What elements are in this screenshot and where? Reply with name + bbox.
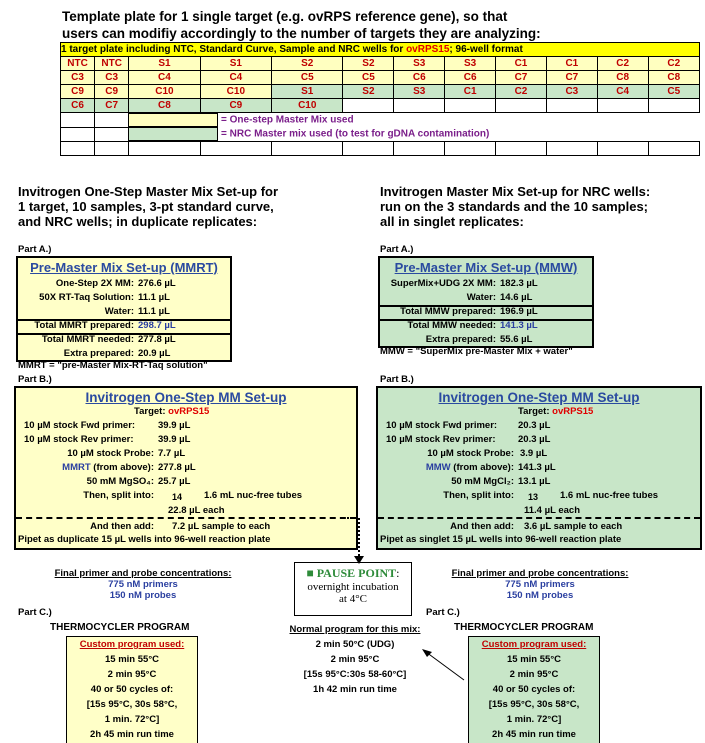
left-mm-dashed-divider (16, 517, 356, 519)
left-total-prepared-label: Total MMRT prepared: (34, 320, 134, 331)
plate-well: S1 (200, 57, 271, 71)
left-mm-box (14, 386, 358, 550)
normal-program (280, 622, 430, 697)
header-line-2: users can modifiy accordingly to the number of targets they are analyzing: (62, 26, 541, 41)
right-premix-label-1: SuperMix+UDG 2X MM: (390, 278, 496, 289)
right-mm-dashed-divider (378, 517, 700, 519)
plate-well: C7 (546, 71, 597, 85)
left-final-probes: 150 nM probes (109, 590, 177, 601)
left-fwd-label: 10 µM stock Fwd primer: (24, 420, 136, 431)
plate-well: S1 (272, 85, 343, 99)
right-total-needed-label: Total MMW needed: (407, 320, 496, 331)
right-each-value: 11.4 µL each (524, 505, 581, 516)
right-split-label: Then, split into: (443, 490, 514, 501)
plate-well: C8 (597, 71, 648, 85)
right-premix-value-1: 182.3 µL (500, 278, 538, 289)
plate-well: NTC (95, 57, 129, 71)
right-thermocycler-title: THERMOCYCLER PROGRAM (454, 622, 594, 633)
plate-well: C8 (648, 71, 699, 85)
left-premix-value-1: 276.6 µL (138, 278, 176, 289)
plate-title-suffix: ; 96-well format (449, 44, 523, 55)
plate-well: C5 (648, 85, 699, 99)
normal-program-title: Normal program for this mix: (289, 624, 421, 635)
plate-well: C4 (597, 85, 648, 99)
right-probe-label: 10 µM stock Probe: (427, 448, 514, 459)
plate-well (597, 99, 648, 113)
left-extra-label: Extra prepared: (63, 348, 134, 359)
right-mg-label: 50 mM MgCl₂: (451, 476, 514, 487)
right-heading-line-1: Invitrogen Master Mix Set-up for NRC wells: (380, 184, 651, 199)
normal-program-line-2: 2 min 95°C (330, 654, 380, 665)
plate-row (61, 85, 700, 99)
left-thermocycler-title: THERMOCYCLER PROGRAM (50, 622, 190, 633)
right-program-box (468, 636, 600, 743)
plate-well: C5 (343, 71, 394, 85)
left-rev-value: 39.9 µL (158, 434, 191, 445)
left-program-line-4: [15s 95°C, 30s 58°C, (86, 699, 178, 710)
plate-well: S1 (129, 57, 200, 71)
right-mm-title: Invitrogen One-Step MM Set-up (438, 390, 640, 405)
right-heading-line-3: all in singlet replicates: (380, 214, 524, 229)
right-probe-value: 3.9 µL (520, 448, 548, 459)
right-program-line-1: 15 min 55°C (507, 654, 561, 665)
left-split-label: Then, split into: (83, 490, 154, 501)
left-final-title: Final primer and probe concentrations: (54, 568, 232, 579)
plate-well: C1 (546, 57, 597, 71)
left-part-b-label: Part B.) (18, 374, 52, 385)
left-heading-line-1: Invitrogen One-Step Master Mix Set-up for (18, 184, 279, 199)
pause-square-icon: ■ (306, 566, 314, 580)
left-mix-label-blue: MMRT (62, 462, 91, 473)
plate-title-prefix: 1 target plate including NTC, Standard Curve, Sample and NRC wells for (61, 44, 407, 55)
right-program-line-6: 2h 45 min run time (492, 729, 576, 740)
right-premix-box (378, 256, 594, 348)
left-part-c-label: Part C.) (18, 607, 52, 618)
right-premix-value-2: 14.6 µL (500, 292, 533, 303)
plate-title-gene: ovRPS15 (406, 44, 450, 55)
right-final-title: Final primer and probe concentrations: (451, 568, 629, 579)
left-program-line-5: 1 min. 72°C] (104, 714, 160, 725)
normal-program-line-1: 2 min 50°C (UDG) (315, 639, 395, 650)
left-split-number: 14 (172, 492, 183, 502)
plate-well: S2 (343, 57, 394, 71)
left-total-needed-value: 277.8 µL (138, 334, 176, 345)
right-extra-value: 55.6 µL (500, 334, 533, 345)
left-premix-label-2: 50X RT-Taq Solution: (39, 292, 134, 303)
plate-well (343, 99, 394, 113)
plate-well (496, 99, 547, 113)
left-add-label: And then add: (90, 521, 154, 532)
left-program-line-2: 2 min 95°C (107, 669, 157, 680)
right-mm-box (376, 386, 702, 550)
pause-text-1: overnight incubation (307, 581, 399, 593)
plate-well: C1 (496, 57, 547, 71)
pause-point-box (294, 562, 412, 616)
plate-well: C9 (95, 85, 129, 99)
plate-well: C8 (129, 99, 200, 113)
plate-title (61, 43, 700, 57)
plate-well: S2 (343, 85, 394, 99)
left-premix-value-2: 11.1 µL (138, 292, 170, 303)
pause-text-2: at 4°C (339, 593, 367, 605)
left-part-a-label: Part A.) (18, 244, 52, 255)
legend-yellow-swatch (128, 113, 218, 127)
left-extra-value: 20.9 µL (138, 348, 171, 359)
right-program-line-2: 2 min 95°C (509, 669, 559, 680)
left-target-label: Target: (134, 406, 166, 417)
right-program-line-4: [15s 95°C, 30s 58°C, (488, 699, 580, 710)
plate-well: NTC (61, 57, 95, 71)
left-pipet-instruction: Pipet as duplicate 15 µL wells into 96-well reaction plate (18, 534, 271, 545)
right-final-conc (435, 568, 645, 601)
right-fwd-label: 10 µM stock Fwd primer: (386, 420, 498, 431)
plate-well: C4 (129, 71, 200, 85)
left-probe-label: 10 µM stock Probe: (67, 448, 154, 459)
plate-well (648, 99, 699, 113)
left-mix-value: 277.8 µL (158, 462, 196, 473)
plate-well: C9 (61, 85, 95, 99)
left-mix-label-rest: (from above): (90, 462, 154, 473)
legend-green-row (129, 127, 700, 142)
right-mix-label-rest: (from above): (450, 462, 514, 473)
left-heading (18, 184, 278, 229)
plate-well: C3 (95, 71, 129, 85)
right-pipet-instruction: Pipet as singlet 15 µL wells into 96-well reaction plate (380, 534, 622, 545)
right-extra-label: Extra prepared: (425, 334, 496, 345)
left-premix-value-3: 11.1 µL (138, 306, 170, 317)
left-premix-title: Pre-Master Mix Set-up (MMRT) (30, 260, 218, 275)
left-target-value: ovRPS15 (168, 406, 210, 417)
plate-layout-table (60, 42, 700, 156)
left-final-primers: 775 nM primers (108, 579, 178, 590)
legend-yellow-label: = One-step Master Mix used (221, 114, 354, 126)
right-heading-line-2: run on the 3 standards and the 10 samples; (380, 199, 649, 214)
plate-well: S3 (394, 85, 445, 99)
plate-well: C6 (61, 99, 95, 113)
legend-yellow-row (129, 113, 700, 128)
right-premix-title: Pre-Master Mix Set-up (MMW) (394, 260, 578, 275)
left-probe-value: 7.7 µL (158, 448, 186, 459)
right-part-c-label: Part C.) (426, 607, 460, 618)
left-mm-title: Invitrogen One-Step MM Set-up (85, 390, 287, 405)
left-premix-label-3: Water: (104, 306, 134, 317)
plate-row (61, 99, 700, 113)
plate-row (61, 57, 700, 71)
plate-well: C10 (200, 85, 271, 99)
plate-well: C4 (200, 71, 271, 85)
plate-well: C3 (61, 71, 95, 85)
plate-well: S3 (394, 57, 445, 71)
plate-well: C7 (95, 99, 129, 113)
right-part-b-label: Part B.) (380, 374, 414, 385)
pause-colon: : (396, 566, 400, 580)
plate-well: C6 (445, 71, 496, 85)
left-each-value: 22.8 µL each (168, 505, 225, 516)
normal-program-line-4: 1h 42 min run time (313, 684, 397, 695)
left-program-title: Custom program used: (79, 639, 185, 650)
right-rev-label: 10 µM stock Rev primer: (386, 434, 496, 445)
left-mg-value: 25.7 µL (158, 476, 191, 487)
right-fwd-value: 20.3 µL (518, 420, 551, 431)
left-mmrt-note: MMRT = "pre-Master Mix-RT-Taq solution" (18, 360, 208, 371)
right-rev-value: 20.3 µL (518, 434, 551, 445)
left-heading-line-3: and NRC wells; in duplicate replicates: (18, 214, 258, 229)
pause-title: PAUSE POINT (316, 566, 397, 580)
right-total-prepared-value: 196.9 µL (500, 306, 538, 317)
right-add-label: And then add: (450, 521, 514, 532)
right-total-needed-value: 141.3 µL (500, 320, 538, 331)
left-total-prepared-value: 298.7 µL (138, 320, 176, 331)
right-final-primers: 775 nM primers (505, 579, 575, 590)
right-final-probes: 150 nM probes (506, 590, 574, 601)
dotted-connector-arrow (345, 516, 375, 566)
plate-well: S2 (272, 57, 343, 71)
left-heading-line-2: 1 target, 10 samples, 3-pt standard curve, (18, 199, 274, 214)
right-add-value: 3.6 µL sample to each (524, 521, 623, 532)
right-mg-value: 13.1 µL (518, 476, 551, 487)
plate-well: S3 (445, 57, 496, 71)
plate-well: C2 (648, 57, 699, 71)
header-line-1: Template plate for 1 single target (e.g. ovRPS reference gene), so that (62, 9, 508, 24)
left-program-line-6: 2h 45 min run time (90, 729, 174, 740)
right-total-prepared-label: Total MMW prepared: (400, 306, 496, 317)
arrow-to-normal-program (420, 646, 470, 686)
right-premix-label-2: Water: (466, 292, 496, 303)
left-program-line-1: 15 min 55°C (105, 654, 159, 665)
plate-well: C2 (496, 85, 547, 99)
left-mg-label: 50 mM MgSO₄: (86, 476, 154, 487)
plate-well: C10 (129, 85, 200, 99)
plate-well: C1 (445, 85, 496, 99)
left-fwd-value: 39.9 µL (158, 420, 191, 431)
left-premix-label-1: One-Step 2X MM: (55, 278, 134, 289)
legend-green-swatch (128, 127, 218, 141)
plate-well: C6 (394, 71, 445, 85)
right-target-label: Target: (518, 406, 550, 417)
right-split-unit: 1.6 mL nuc-free tubes (560, 490, 659, 501)
right-program-line-5: 1 min. 72°C] (506, 714, 562, 725)
legend-green-label: = NRC Master mix used (to test for gDNA contamination) (221, 128, 490, 140)
right-mix-label-blue: MMW (425, 462, 451, 473)
left-premix-box (16, 256, 232, 362)
plate-row (61, 71, 700, 85)
left-total-needed-label: Total MMRT needed: (41, 334, 134, 345)
right-heading (380, 184, 650, 229)
plate-well: C2 (597, 57, 648, 71)
plate-well (394, 99, 445, 113)
plate-well (546, 99, 597, 113)
plate-well: C9 (200, 99, 271, 113)
right-part-a-label: Part A.) (380, 244, 414, 255)
left-rev-label: 10 µM stock Rev primer: (24, 434, 134, 445)
plate-well: C7 (496, 71, 547, 85)
left-add-value: 7.2 µL sample to each (172, 521, 271, 532)
right-mmw-note: MMW = "SuperMix pre-Master Mix + water" (380, 346, 573, 357)
plate-well: C5 (272, 71, 343, 85)
right-mix-value: 141.3 µL (518, 462, 556, 473)
left-program-box (66, 636, 198, 743)
right-program-line-3: 40 or 50 cycles of: (492, 684, 576, 695)
right-program-title: Custom program used: (481, 639, 587, 650)
right-target-value: ovRPS15 (552, 406, 594, 417)
left-final-conc (38, 568, 248, 601)
left-split-unit: 1.6 mL nuc-free tubes (204, 490, 303, 501)
plate-well: C3 (546, 85, 597, 99)
normal-program-line-3: [15s 95°C:30s 58-60°C] (303, 669, 407, 680)
plate-well (445, 99, 496, 113)
left-program-line-3: 40 or 50 cycles of: (90, 684, 174, 695)
plate-well: C10 (272, 99, 343, 113)
right-split-number: 13 (528, 492, 539, 502)
page-header (62, 8, 662, 42)
